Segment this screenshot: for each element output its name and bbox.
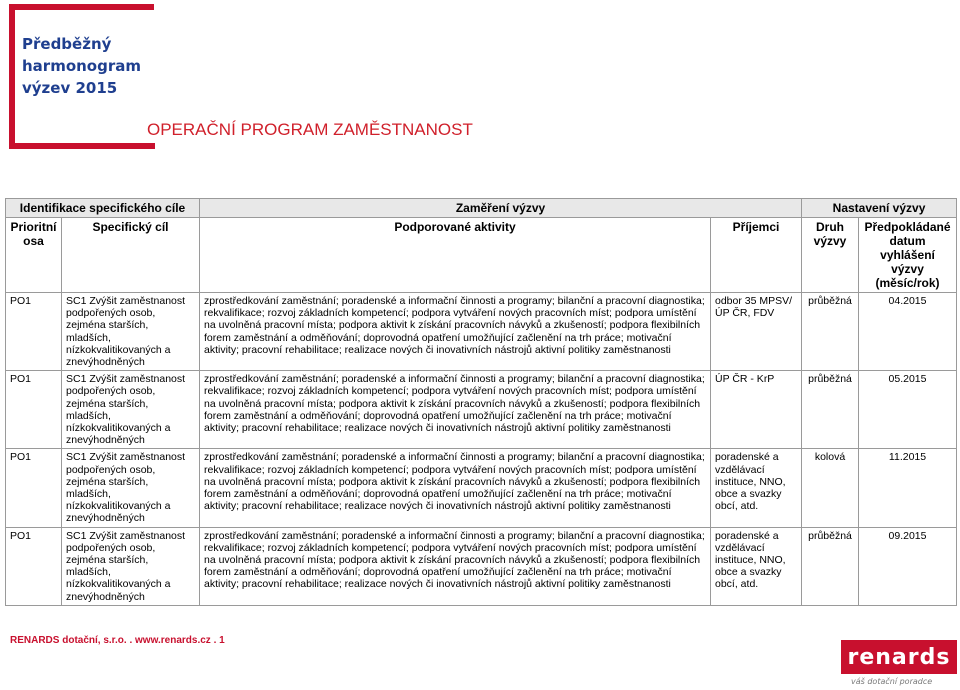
cell-goal: SC1 Zvýšit zaměstnanost podpořených osob, zejména starších, mladších, nízkokvalitikovaných a znevýhodněných [62, 371, 200, 449]
footer-page-number: 1 [219, 635, 225, 646]
title-line: harmonogram [22, 57, 142, 75]
cell-recipients: poradenské a vzdělávací instituce, NNO, obce a svazky obcí, atd. [711, 527, 802, 605]
title-line: Předběžný [22, 35, 112, 53]
cell-axis: PO1 [6, 371, 62, 449]
table-row [6, 293, 957, 371]
document-title [22, 33, 152, 99]
renards-logo [841, 630, 957, 690]
cell-recipients: poradenské a vzdělávací instituce, NNO, obce a svazky obcí, atd. [711, 449, 802, 527]
group-header-row [6, 199, 957, 218]
column-header-date: Předpokládané datum vyhlášení výzvy (měsíc/rok) [859, 218, 957, 293]
title-frame-bottom [9, 143, 155, 149]
logo-tagline: váš dotační poradce [851, 677, 933, 686]
calls-table [5, 198, 957, 606]
group-header-settings: Nastavení výzvy [802, 199, 957, 218]
cell-recipients: odbor 35 MPSV/ÚP ČR, FDV [711, 293, 802, 371]
cell-type: průběžná [802, 371, 859, 449]
column-header-row [6, 218, 957, 293]
column-header-axis: Prioritní osa [6, 218, 62, 293]
cell-date: 11.2015 [859, 449, 957, 527]
footer-separator: . [129, 635, 136, 646]
cell-goal: SC1 Zvýšit zaměstnanost podpořených osob, zejména starších, mladších, nízkokvalitikovaných a znevýhodněných [62, 449, 200, 527]
cell-activities: zprostředkování zaměstnání; poradenské a informační činnosti a programy; bilanční a pracovní diagnostika; rekvalifikace; rozvoj základních kompetencí; podpora vytváření nových pracovních míst; podpora umístění na uvolněná pracovní místa; podpora aktivit k získání pracovních návyků a zkušeností; podpora flexibilních forem zaměstnání a odměňování; doprovodná opatření umožňující začlenění na trh práce; motivační aktivity; pracovní rehabilitace; realizace nových či inovativních nástrojů aktivní politiky zaměstnanosti [200, 371, 711, 449]
footer [10, 635, 225, 646]
cell-activities: zprostředkování zaměstnání; poradenské a informační činnosti a programy; bilanční a pracovní diagnostika; rekvalifikace; rozvoj základních kompetencí; podpora vytváření nových pracovních míst; podpora umístění na uvolněná pracovní místa; podpora aktivit k získání pracovních návyků a zkušeností; podpora flexibilních forem zaměstnání a odměňování; doprovodná opatření umožňující začlenění na trh práce; motivační aktivity; pracovní rehabilitace; realizace nových či inovativních nástrojů aktivní politiky zaměstnanosti [200, 527, 711, 605]
table-row [6, 449, 957, 527]
table-row [6, 527, 957, 605]
cell-axis: PO1 [6, 293, 62, 371]
column-header-type: Druh výzvy [802, 218, 859, 293]
group-header-identification: Identifikace specifického cíle [6, 199, 200, 218]
cell-type: průběžná [802, 293, 859, 371]
cell-activities: zprostředkování zaměstnání; poradenské a informační činnosti a programy; bilanční a pracovní diagnostika; rekvalifikace; rozvoj základních kompetencí; podpora vytváření nových pracovních míst; podpora umístění na uvolněná pracovní místa; podpora aktivit k získání pracovních návyků a zkušeností; podpora flexibilních forem zaměstnání a odměňování; doprovodná opatření umožňující začlenění na trh práce; motivační aktivity; pracovní rehabilitace; realizace nových či inovativních nástrojů aktivní politiky zaměstnanosti [200, 449, 711, 527]
column-header-recipients: Příjemci [711, 218, 802, 293]
cell-activities: zprostředkování zaměstnání; poradenské a informační činnosti a programy; bilanční a pracovní diagnostika; rekvalifikace; rozvoj základních kompetencí; podpora vytváření nových pracovních míst; podpora umístění na uvolněná pracovní místa; podpora aktivit k získání pracovních návyků a zkušeností; podpora flexibilních forem zaměstnání a odměňování; doprovodná opatření umožňující začlenění na trh práce; motivační aktivity; pracovní rehabilitace; realizace nových či inovativních nástrojů aktivní politiky zaměstnanosti [200, 293, 711, 371]
cell-date: 05.2015 [859, 371, 957, 449]
cell-date: 09.2015 [859, 527, 957, 605]
footer-website-link[interactable]: www.renards.cz [135, 635, 211, 646]
logo-wordmark: renards [841, 640, 957, 674]
footer-company: RENARDS dotační, s.r.o. [10, 635, 127, 646]
column-header-goal: Specifický cíl [62, 218, 200, 293]
group-header-focus: Zaměření výzvy [200, 199, 802, 218]
cell-recipients: ÚP ČR - KrP [711, 371, 802, 449]
cell-axis: PO1 [6, 527, 62, 605]
cell-type: průběžná [802, 527, 859, 605]
program-title: OPERAČNÍ PROGRAM ZAMĚSTNANOST [147, 120, 473, 139]
footer-separator: . [213, 635, 220, 646]
cell-type: kolová [802, 449, 859, 527]
cell-goal: SC1 Zvýšit zaměstnanost podpořených osob, zejména starších, mladších, nízkokvalitikovaných a znevýhodněných [62, 527, 200, 605]
table-row [6, 371, 957, 449]
title-line: výzev 2015 [22, 79, 118, 97]
cell-date: 04.2015 [859, 293, 957, 371]
cell-axis: PO1 [6, 449, 62, 527]
cell-goal: SC1 Zvýšit zaměstnanost podpořených osob, zejména starších, mladších, nízkokvalitikovaných a znevýhodněných [62, 293, 200, 371]
column-header-activities: Podporované aktivity [200, 218, 711, 293]
